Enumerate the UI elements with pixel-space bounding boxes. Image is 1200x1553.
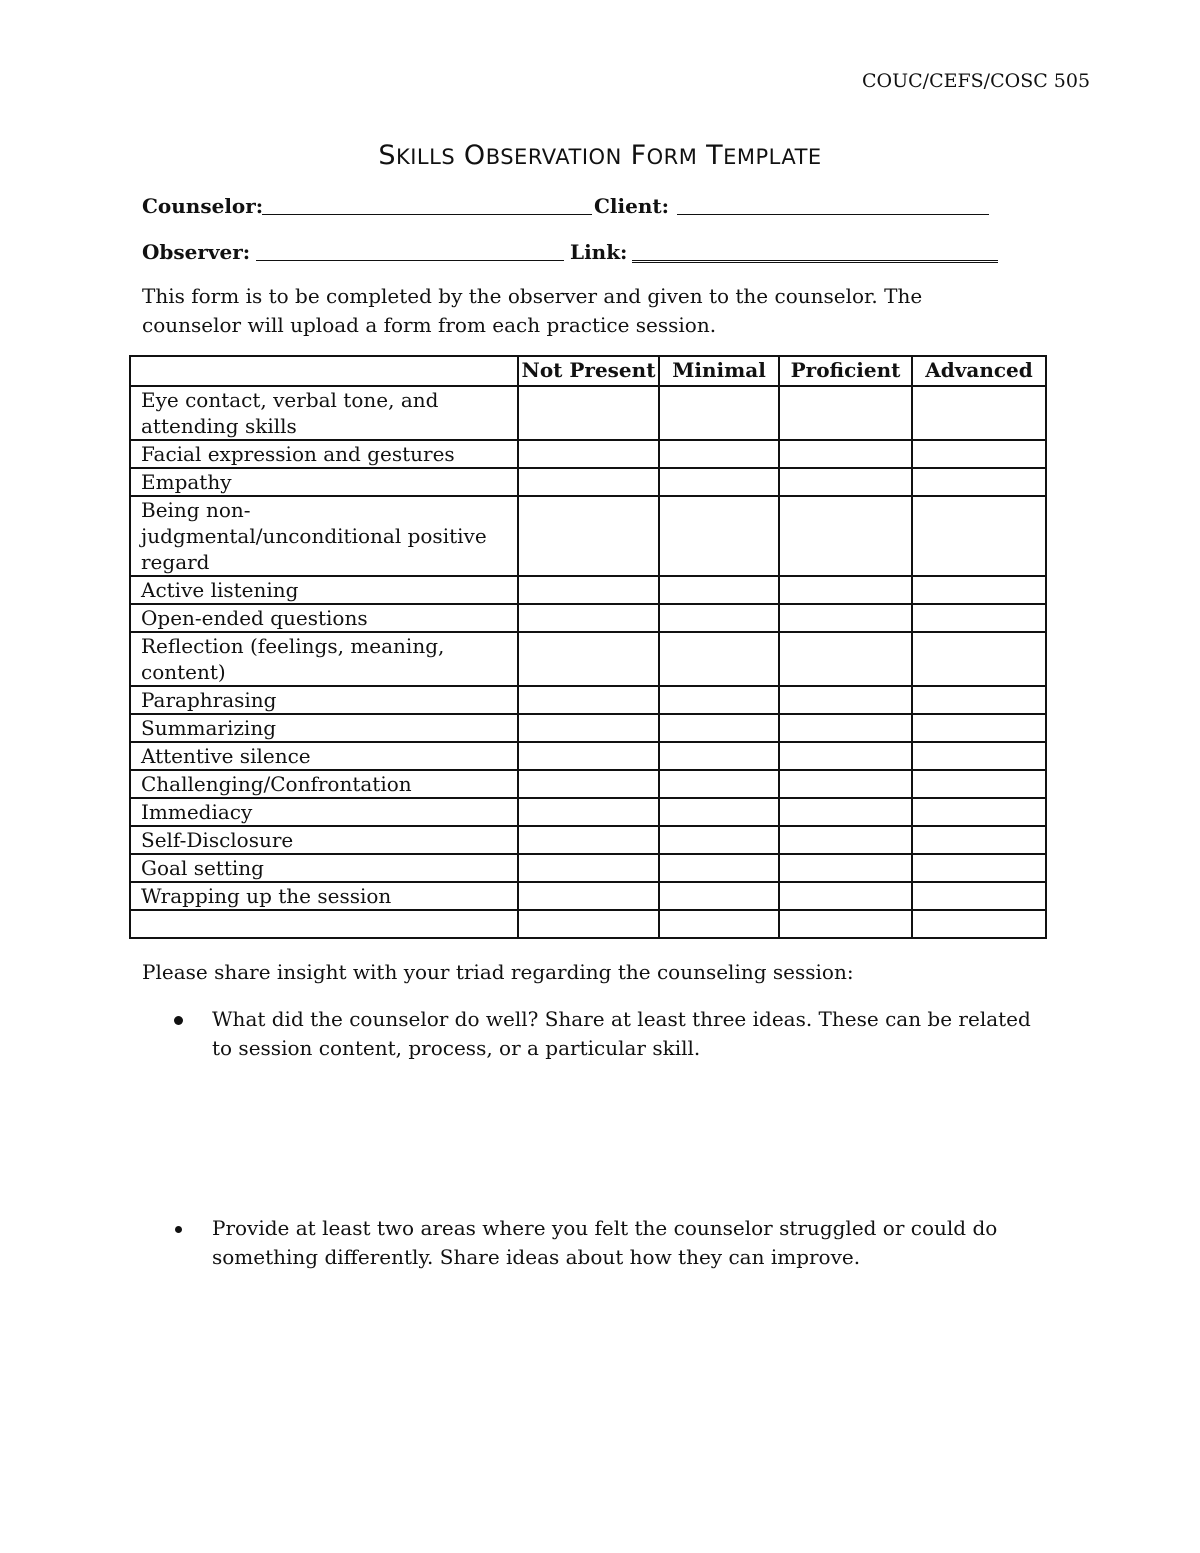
table-row [130, 440, 1046, 468]
rating-cell-advanced[interactable] [912, 686, 1046, 714]
table-row [130, 714, 1046, 742]
table-row [130, 742, 1046, 770]
rating-cell-proficient[interactable] [779, 826, 912, 854]
table-row [130, 604, 1046, 632]
rating-cell-advanced[interactable] [912, 496, 1046, 576]
rating-cell-not-present[interactable] [518, 882, 659, 910]
rating-cell-minimal[interactable] [659, 604, 779, 632]
rating-cell-proficient[interactable] [779, 882, 912, 910]
skill-label: Wrapping up the session [130, 882, 518, 910]
column-header-minimal: Minimal [659, 356, 779, 386]
rating-cell-advanced[interactable] [912, 632, 1046, 686]
rating-cell-not-present[interactable] [518, 854, 659, 882]
column-header-not-present: Not Present [518, 356, 659, 386]
rating-cell-proficient[interactable] [779, 854, 912, 882]
rating-cell-proficient[interactable] [779, 686, 912, 714]
skill-label: Self-Disclosure [130, 826, 518, 854]
rating-cell-proficient[interactable] [779, 798, 912, 826]
rating-cell-not-present[interactable] [518, 826, 659, 854]
rating-cell-proficient[interactable] [779, 468, 912, 496]
rating-cell-minimal[interactable] [659, 742, 779, 770]
table-row [130, 632, 1046, 686]
rating-cell-minimal[interactable] [659, 686, 779, 714]
table-row [130, 854, 1046, 882]
rating-cell-proficient[interactable] [779, 604, 912, 632]
table-header-row [130, 356, 1046, 386]
rating-cell-not-present[interactable] [518, 604, 659, 632]
skill-label: Reflection (feelings, meaning, content) [130, 632, 518, 686]
skill-label: Empathy [130, 468, 518, 496]
rating-cell-minimal[interactable] [659, 882, 779, 910]
table-row [130, 798, 1046, 826]
link-label: Link: [570, 240, 628, 264]
skill-label [130, 910, 518, 938]
rating-cell-advanced[interactable] [912, 770, 1046, 798]
rating-cell-advanced[interactable] [912, 882, 1046, 910]
rating-cell-advanced[interactable] [912, 910, 1046, 938]
rating-cell-advanced[interactable] [912, 742, 1046, 770]
rating-cell-not-present[interactable] [518, 910, 659, 938]
skill-label: Open-ended questions [130, 604, 518, 632]
rating-cell-not-present[interactable] [518, 440, 659, 468]
page-title: SKILLS OBSERVATION FORM TEMPLATE [378, 140, 822, 171]
rating-cell-proficient[interactable] [779, 714, 912, 742]
rating-cell-proficient[interactable] [779, 742, 912, 770]
bullet-icon [174, 1016, 183, 1025]
rating-cell-proficient[interactable] [779, 386, 912, 440]
rating-cell-proficient[interactable] [779, 632, 912, 686]
table-row [130, 686, 1046, 714]
rating-cell-advanced[interactable] [912, 714, 1046, 742]
column-header-proficient: Proficient [779, 356, 912, 386]
rating-cell-not-present[interactable] [518, 468, 659, 496]
skill-label: Immediacy [130, 798, 518, 826]
table-row [130, 882, 1046, 910]
rating-cell-advanced[interactable] [912, 440, 1046, 468]
question-text: What did the counselor do well? Share at least three ideas. These can be related to session content, process, or a particular skill. [212, 1007, 1031, 1060]
rating-cell-advanced[interactable] [912, 576, 1046, 604]
rating-cell-minimal[interactable] [659, 496, 779, 576]
rating-cell-advanced[interactable] [912, 826, 1046, 854]
counselor-label: Counselor: [142, 194, 264, 218]
skill-label: Being non-judgmental/unconditional positive regard [130, 496, 518, 576]
intro-text: This form is to be completed by the observer and given to the counselor. The counselor will upload a form from each practice session. [142, 284, 923, 337]
table-row [130, 576, 1046, 604]
rating-cell-minimal[interactable] [659, 826, 779, 854]
insight-prompt: Please share insight with your triad regarding the counseling session: [142, 960, 854, 984]
skill-label: Eye contact, verbal tone, and attending skills [130, 386, 518, 440]
observer-link-row [142, 240, 1002, 270]
rating-cell-not-present[interactable] [518, 770, 659, 798]
rating-cell-minimal[interactable] [659, 440, 779, 468]
table-row [130, 496, 1046, 576]
rating-cell-advanced[interactable] [912, 386, 1046, 440]
rating-cell-advanced[interactable] [912, 854, 1046, 882]
rating-cell-proficient[interactable] [779, 576, 912, 604]
column-header-advanced: Advanced [912, 356, 1046, 386]
rating-cell-not-present[interactable] [518, 686, 659, 714]
skill-label: Challenging/Confrontation [130, 770, 518, 798]
rating-cell-minimal[interactable] [659, 468, 779, 496]
rating-cell-minimal[interactable] [659, 854, 779, 882]
skill-label: Active listening [130, 576, 518, 604]
observer-label: Observer: [142, 240, 251, 264]
question-text: Provide at least two areas where you felt the counselor struggled or could do something differently. Share ideas about how they can improve. [212, 1216, 998, 1269]
client-label: Client: [594, 194, 669, 218]
counselor-client-row [142, 194, 1002, 224]
table-row [130, 770, 1046, 798]
rating-cell-advanced[interactable] [912, 798, 1046, 826]
rating-cell-advanced[interactable] [912, 604, 1046, 632]
rating-cell-minimal[interactable] [659, 714, 779, 742]
rating-cell-proficient[interactable] [779, 440, 912, 468]
observer-field[interactable] [256, 260, 564, 261]
table-row [130, 468, 1046, 496]
skill-label: Paraphrasing [130, 686, 518, 714]
table-row [130, 826, 1046, 854]
rating-cell-minimal[interactable] [659, 770, 779, 798]
table-row [130, 386, 1046, 440]
link-field[interactable] [632, 260, 998, 263]
rating-cell-not-present[interactable] [518, 576, 659, 604]
counselor-field[interactable] [262, 214, 592, 215]
skill-label: Attentive silence [130, 742, 518, 770]
rating-cell-not-present[interactable] [518, 632, 659, 686]
rating-cell-not-present[interactable] [518, 742, 659, 770]
course-code: COUC/CEFS/COSC 505 [862, 70, 1091, 92]
rating-cell-minimal[interactable] [659, 576, 779, 604]
rating-cell-not-present[interactable] [518, 714, 659, 742]
rating-cell-not-present[interactable] [518, 386, 659, 440]
rating-cell-minimal[interactable] [659, 632, 779, 686]
rating-cell-proficient[interactable] [779, 770, 912, 798]
rating-cell-minimal[interactable] [659, 910, 779, 938]
skill-label: Facial expression and gestures [130, 440, 518, 468]
skills-table [129, 355, 1047, 939]
rating-cell-not-present[interactable] [518, 798, 659, 826]
rating-cell-proficient[interactable] [779, 910, 912, 938]
rating-cell-minimal[interactable] [659, 798, 779, 826]
skill-label: Summarizing [130, 714, 518, 742]
rating-cell-advanced[interactable] [912, 468, 1046, 496]
client-field[interactable] [677, 214, 989, 215]
rating-cell-proficient[interactable] [779, 496, 912, 576]
skill-label: Goal setting [130, 854, 518, 882]
rating-cell-minimal[interactable] [659, 386, 779, 440]
bullet-icon [175, 1226, 182, 1233]
table-row [130, 910, 1046, 938]
rating-cell-not-present[interactable] [518, 496, 659, 576]
column-header [130, 356, 518, 386]
